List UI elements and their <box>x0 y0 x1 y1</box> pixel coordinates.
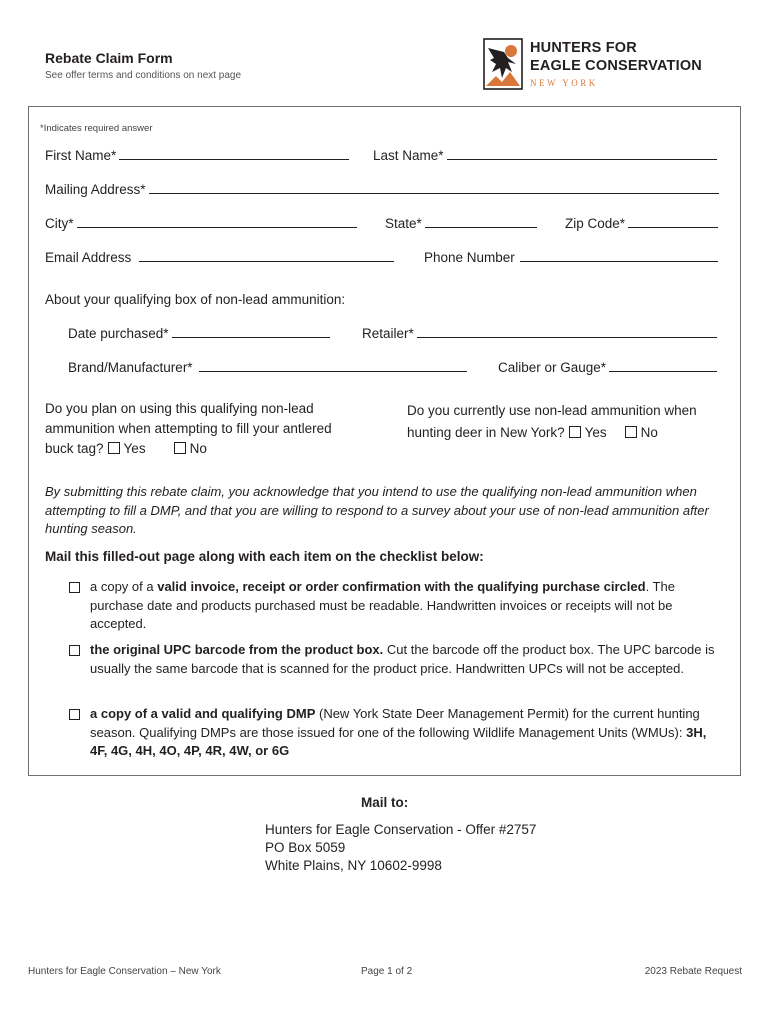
address-line-3: White Plains, NY 10602-9998 <box>265 858 442 873</box>
retailer-label: Retailer* <box>362 326 414 341</box>
buck-tag-no-checkbox[interactable] <box>174 442 186 454</box>
buck-tag-yes-checkbox[interactable] <box>108 442 120 454</box>
zip-label: Zip Code* <box>565 216 626 231</box>
last-name-field[interactable] <box>373 147 717 163</box>
retailer-input-line[interactable] <box>417 325 717 338</box>
date-purchased-input-line[interactable] <box>172 325 330 338</box>
state-input-line[interactable] <box>425 215 537 228</box>
question-current-use-text: Do you currently use non-lead ammunition when hunting deer in New York? <box>407 403 697 440</box>
current-use-no-checkbox[interactable] <box>625 426 637 438</box>
email-input-line[interactable] <box>139 249 394 262</box>
checklist-item-2 <box>90 641 722 678</box>
brand-label: Brand/Manufacturer* <box>68 360 193 375</box>
email-field[interactable] <box>45 249 394 265</box>
date-purchased-field[interactable] <box>68 325 330 341</box>
first-name-input-line[interactable] <box>119 147 349 160</box>
required-note: *Indicates required answer <box>40 123 153 134</box>
checklist-item-3-post: (New York State Deer Management Permit) for the current hunting season. Qualifying DMPs are those issued for one of the following Wildlife Management Units (WMUs): <box>90 706 700 740</box>
question-buck-tag <box>45 399 355 459</box>
caliber-field[interactable] <box>498 359 717 375</box>
question-buck-tag-text: Do you plan on using this qualifying non-lead ammunition when attempting to fill your antlered buck tag? <box>45 401 332 456</box>
eagle-logo-icon <box>482 38 524 90</box>
footer-document-title: 2023 Rebate Request <box>644 966 742 977</box>
footer-page-number: Page 1 of 2 <box>361 966 413 977</box>
state-field[interactable] <box>385 215 537 231</box>
caliber-input-line[interactable] <box>609 359 717 372</box>
brand-field[interactable] <box>68 359 467 375</box>
form-subtitle: See offer terms and conditions on next page <box>45 70 242 81</box>
buck-tag-no-label: No <box>189 441 207 456</box>
current-use-yes-label: Yes <box>584 425 607 440</box>
buck-tag-yes-label: Yes <box>123 441 146 456</box>
checklist-item-3 <box>90 705 722 761</box>
current-use-no-label: No <box>640 425 658 440</box>
city-input-line[interactable] <box>77 215 357 228</box>
first-name-field[interactable] <box>45 147 349 163</box>
ammo-heading: About your qualifying box of non-lead ammunition: <box>45 292 346 307</box>
checklist-item-1-post: . The purchase date and products purchased must be readable. Handwritten invoices or receipts will not be accepted. <box>90 579 675 631</box>
checklist-item-1-pre: a copy of a <box>90 579 158 594</box>
phone-field[interactable] <box>424 249 718 265</box>
mailing-address-field[interactable] <box>45 181 719 197</box>
checklist-item-2-post: Cut the barcode off the product box. The UPC barcode is usually the same barcode that is scanned for the product price. Handwritten UPCs will not be accepted. <box>90 642 715 676</box>
city-label: City* <box>45 216 74 231</box>
zip-field[interactable] <box>565 215 718 231</box>
logo-line-2: EAGLE CONSERVATION <box>530 58 702 74</box>
mail-to-heading: Mail to: <box>361 795 409 810</box>
state-label: State* <box>385 216 422 231</box>
footer-organization: Hunters for Eagle Conservation – New York <box>28 966 221 977</box>
checklist-item-1-checkbox[interactable] <box>69 582 80 593</box>
form-title: Rebate Claim Form <box>45 50 173 66</box>
mailing-address-label: Mailing Address* <box>45 182 146 197</box>
first-name-label: First Name* <box>45 148 117 163</box>
logo-line-1: HUNTERS FOR <box>530 40 637 56</box>
checklist-item-2-bold: the original UPC barcode from the product box. <box>90 642 384 657</box>
zip-input-line[interactable] <box>628 215 718 228</box>
date-purchased-label: Date purchased* <box>68 326 169 341</box>
acknowledgement-text: By submitting this rebate claim, you acknowledge that you intend to use the qualifying non-lead ammunition when attempting to fill a DMP, and that you are willing to respond to a survey about your use of non-lead ammunition after hunting season. <box>45 484 709 536</box>
checklist-item-1 <box>90 578 722 634</box>
last-name-input-line[interactable] <box>447 147 717 160</box>
checklist-heading: Mail this filled-out page along with each item on the checklist below: <box>45 549 484 564</box>
checklist-item-3-bold: a copy of a valid and qualifying DMP <box>90 706 316 721</box>
last-name-label: Last Name* <box>373 148 444 163</box>
mailing-address-input-line[interactable] <box>149 181 719 194</box>
address-line-1: Hunters for Eagle Conservation - Offer #2757 <box>265 822 537 837</box>
retailer-field[interactable] <box>362 325 717 341</box>
checklist-item-3-units: 3H, 4F, 4G, 4H, 4O, 4P, 4R, 4W, or 6G <box>90 724 707 758</box>
checklist-item-2-checkbox[interactable] <box>69 645 80 656</box>
address-line-2: PO Box 5059 <box>265 840 346 855</box>
organization-logo <box>482 38 722 92</box>
question-current-use <box>407 400 727 444</box>
phone-input-line[interactable] <box>520 249 718 262</box>
caliber-label: Caliber or Gauge* <box>498 360 607 375</box>
brand-input-line[interactable] <box>199 359 467 372</box>
current-use-yes-checkbox[interactable] <box>569 426 581 438</box>
checklist-item-1-bold: valid invoice, receipt or order confirmation with the qualifying purchase circled <box>157 579 646 594</box>
checklist-item-3-checkbox[interactable] <box>69 709 80 720</box>
city-field[interactable] <box>45 215 357 231</box>
phone-label: Phone Number <box>424 250 515 265</box>
email-label: Email Address <box>45 250 132 265</box>
logo-line-3: NEW YORK <box>530 78 598 88</box>
